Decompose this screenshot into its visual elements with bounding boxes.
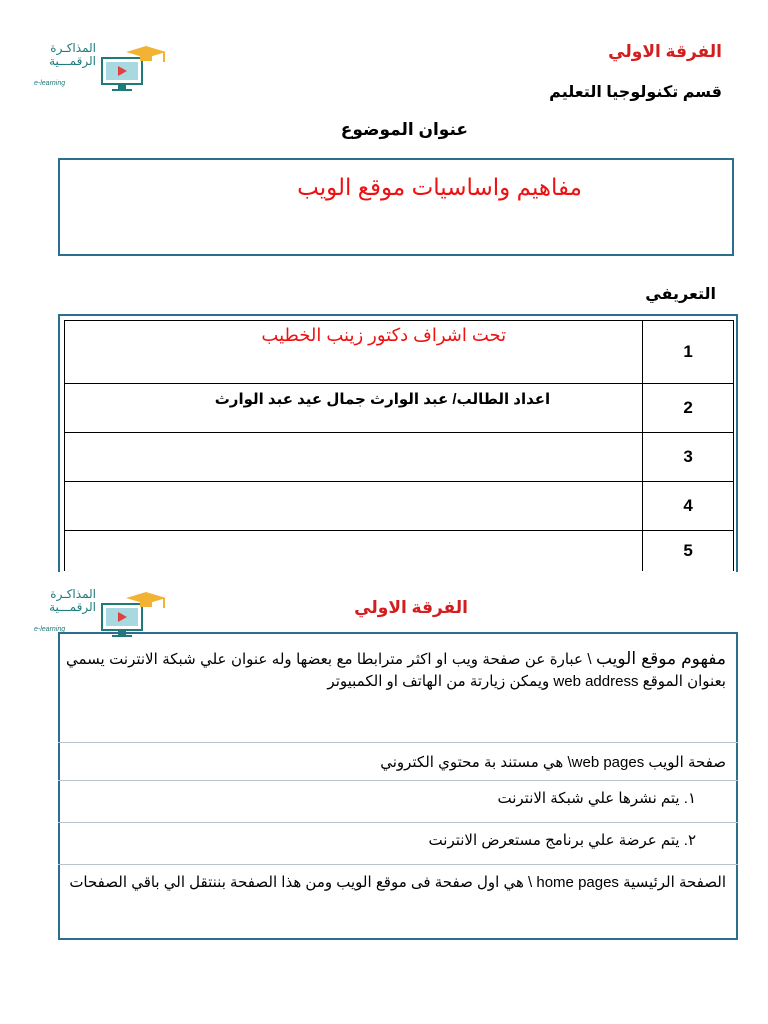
definition-label: التعريفي (645, 286, 716, 303)
web-pages-definition: صفحة الويب web pages\ هي مستند بة محتوي الكتروني (380, 754, 726, 771)
student-text: اعداد الطالب/ عبد الوارث جمال عيد عبد الوارث (214, 391, 551, 408)
website-def-text: \ عبارة عن صفحة ويب او اكثر مترابطا مع بعضها وله عنوان علي شبكة الانترنت يسمي بعنوان الموقع web address ويمكن زيارتة من الهاتف او الكمبيوتر (66, 651, 726, 690)
list-item: ٢. يتم عرضة علي برنامج مستعرض الانترنت (428, 832, 696, 849)
table-row (65, 482, 734, 531)
list-item: ١. يتم نشرها علي شبكة الانترنت (497, 790, 696, 807)
logo-line3: e-learning (34, 626, 66, 633)
divider (58, 864, 738, 865)
table-row (65, 384, 734, 433)
logo-line2: الرقمـــية (49, 600, 96, 614)
logo-line1: المذاكـرة (50, 587, 96, 601)
graduation-monitor-icon (98, 42, 170, 98)
supervisor-text: تحت اشراف دكتور زينب الخطيب (261, 325, 507, 345)
faculty-title-2: الفرقة الاولي (354, 598, 468, 617)
website-term: مفهوم موقع الويب (595, 649, 726, 668)
topic-title: مفاهيم واساسيات موقع الويب (297, 174, 582, 200)
table-row (65, 321, 734, 384)
faculty-title: الفرقة الاولي (608, 42, 722, 61)
divider (58, 742, 738, 743)
table-row (65, 531, 734, 572)
logo-line1: المذاكـرة (50, 41, 96, 55)
logo-line3: e-learning (34, 80, 66, 87)
row-number: 5 (643, 531, 734, 572)
logo (34, 42, 174, 102)
divider (58, 822, 738, 823)
topic-title-box (58, 158, 734, 256)
row-number: 2 (643, 384, 734, 433)
table-row (65, 433, 734, 482)
logo-line2: الرقمـــية (49, 54, 96, 68)
row-number: 3 (643, 433, 734, 482)
row-number: 4 (643, 482, 734, 531)
department-title: قسم تكنولوجيا التعليم (549, 84, 722, 101)
website-definition (66, 648, 726, 693)
divider (58, 780, 738, 781)
topic-label: عنوان الموضوع (340, 120, 468, 139)
info-table (64, 320, 734, 571)
row-number: 1 (643, 321, 734, 384)
home-pages-definition: الصفحة الرئيسية home pages \ هي اول صفحة فى موقع الويب ومن هذا الصفحة بننتقل الي باقي الصفحات (69, 874, 726, 891)
